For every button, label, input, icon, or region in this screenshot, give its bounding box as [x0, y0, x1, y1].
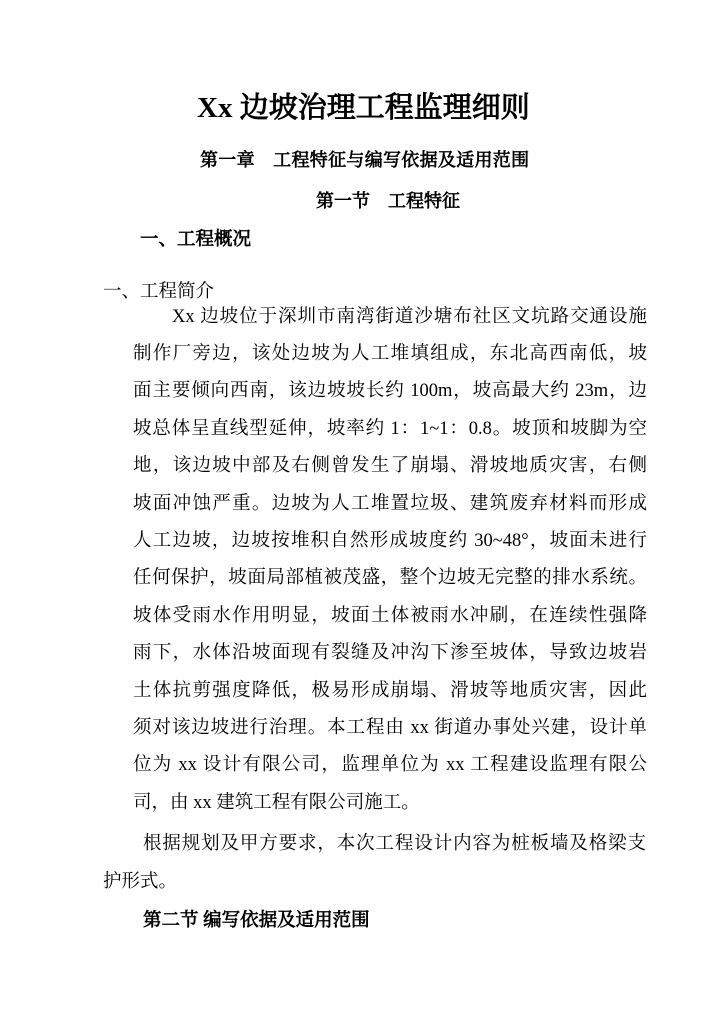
paragraph-line: 制作厂旁边，该处边坡为人工堆填组成，东北高西南低，坡 [133, 344, 647, 364]
paragraph-line: 坡面冲蚀严重。边坡为人工堆置垃圾、建筑废弃材料而形成 [133, 494, 647, 514]
section-heading-2: 第二节 编写依据及适用范围 [143, 911, 370, 931]
paragraph-line: 任何保护，坡面局部植被茂盛，整个边坡无完整的排水系统。 [133, 568, 647, 588]
paragraph-line: 位为 xx 设计有限公司，监理单位为 xx 工程建设监理有限公 [133, 755, 647, 775]
section-heading: 第一节 工程特征 [316, 191, 460, 211]
document-title: Xx 边坡治理工程监理细则 [197, 92, 530, 124]
paragraph-line: 地，该边坡中部及右侧曾发生了崩塌、滑坡地质灾害，右侧 [133, 456, 647, 476]
paragraph-line: 司，由 xx 建筑工程有限公司施工。 [133, 793, 420, 813]
paragraph-line: 护形式。 [103, 872, 178, 892]
item-heading: 一、工程简介 [103, 282, 215, 302]
paragraph-line: 坡体受雨水作用明显，坡面土体被雨水冲刷，在连续性强降 [133, 606, 647, 626]
paragraph-line: 坡总体呈直线型延伸，坡率约 1：1~1：0.8。坡顶和坡脚为空 [133, 419, 647, 439]
paragraph-line: 雨下，水体沿坡面现有裂缝及冲沟下渗至坡体，导致边坡岩 [133, 643, 647, 663]
paragraph-line: Xx 边坡位于深圳市南湾街道沙塘布社区文坑路交通设施 [172, 307, 647, 327]
paragraph-line: 面主要倾向西南，该边坡坡长约 100m，坡高最大约 23m，边 [133, 381, 647, 401]
chapter-heading: 第一章 工程特征与编写依据及适用范围 [200, 150, 530, 170]
subsection-heading: 一、工程概况 [140, 230, 252, 250]
paragraph-line: 人工边坡，边坡按堆积自然形成坡度约 30~48°，坡面未进行 [133, 531, 647, 551]
paragraph-line: 须对该边坡进行治理。本工程由 xx 街道办事处兴建，设计单 [133, 718, 647, 738]
paragraph-line: 根据规划及甲方要求，本次工程设计内容为桩板墙及格梁支 [143, 834, 646, 854]
paragraph-line: 土体抗剪强度降低，极易形成崩塌、滑坡等地质灾害，因此 [133, 681, 647, 701]
